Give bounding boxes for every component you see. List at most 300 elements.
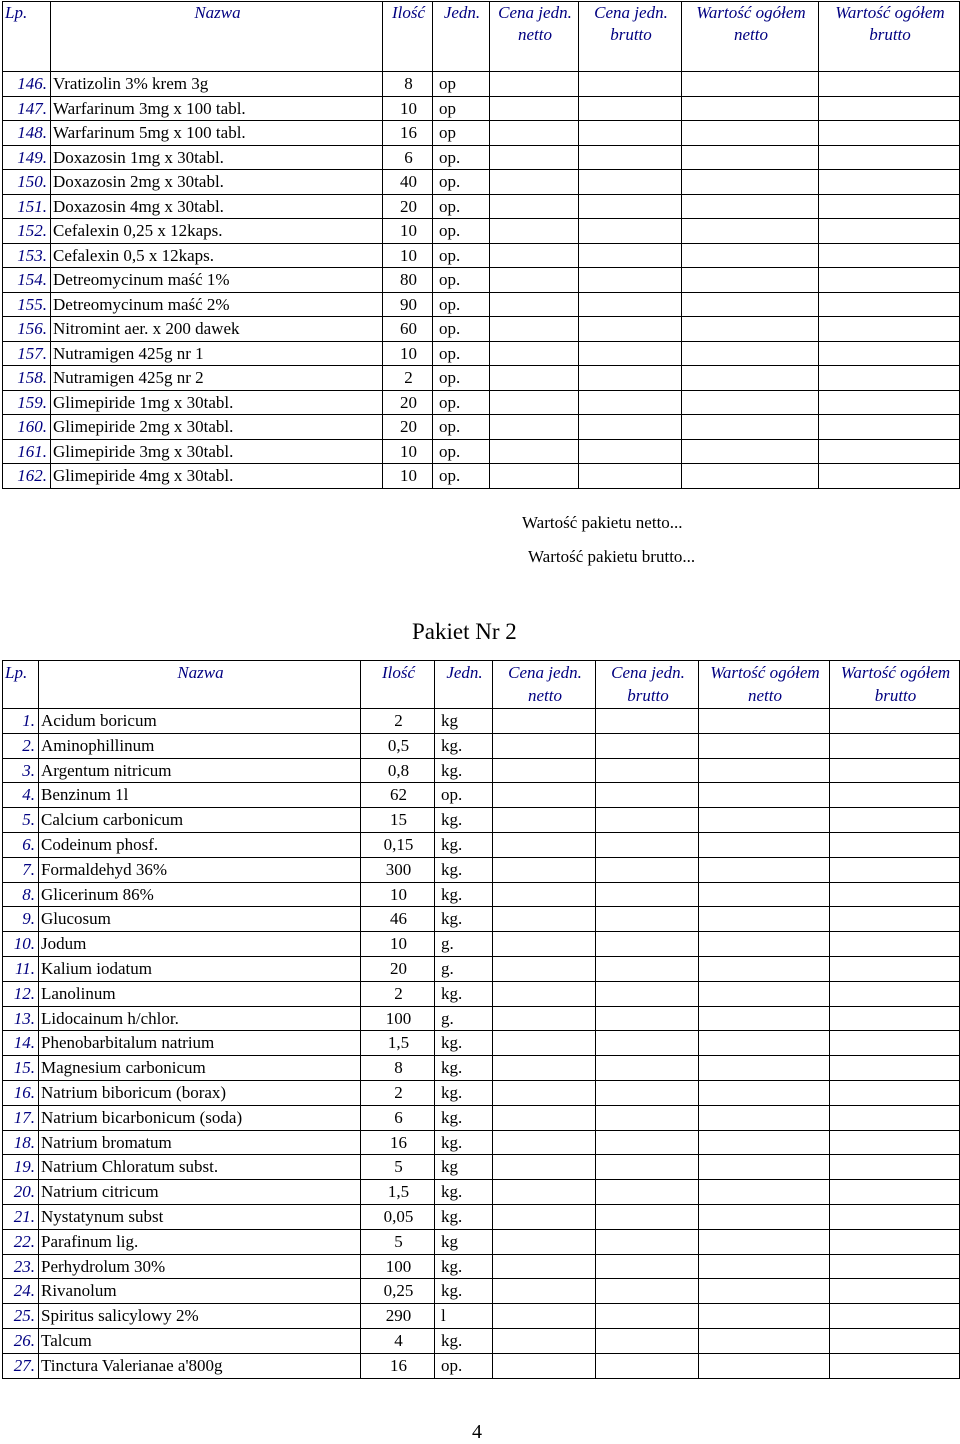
row-lp: 159. [3,390,51,415]
row-price-gross [579,317,682,342]
row-name: Perhydrolum 30% [39,1254,361,1279]
table-row [3,1031,960,1056]
row-total-gross [830,783,960,808]
row-price-net [493,907,596,932]
table-row [3,932,960,957]
row-unit: op. [433,366,490,391]
row-lp: 26. [3,1328,39,1353]
row-name: Jodum [39,932,361,957]
table-row [3,1130,960,1155]
row-name: Parafinum lig. [39,1229,361,1254]
row-name: Natrium bromatum [39,1130,361,1155]
row-name: Spiritus salicylowy 2% [39,1304,361,1329]
row-lp: 9. [3,907,39,932]
table-row [3,121,960,146]
row-total-gross [830,1056,960,1081]
row-name: Glicerinum 86% [39,882,361,907]
row-price-gross [596,1080,699,1105]
row-qty: 0,15 [361,832,435,857]
row-lp: 10. [3,932,39,957]
row-price-net [493,783,596,808]
row-total-net [682,145,819,170]
row-total-gross [830,1328,960,1353]
row-price-gross [596,808,699,833]
row-qty: 10 [383,464,433,489]
row-price-gross [579,464,682,489]
row-price-gross [579,390,682,415]
row-price-net [493,981,596,1006]
row-total-gross [830,1155,960,1180]
row-total-net [682,243,819,268]
row-unit: kg. [435,832,493,857]
row-name: Nystatynum subst [39,1204,361,1229]
row-total-gross [819,219,960,244]
package-title: Pakiet Nr 2 [412,619,517,644]
row-lp: 7. [3,857,39,882]
row-lp: 154. [3,268,51,293]
row-total-net [699,956,830,981]
header-total-gross: Wartość ogółem brutto [830,661,960,709]
row-total-net [682,292,819,317]
row-price-gross [579,439,682,464]
row-qty: 40 [383,170,433,195]
row-lp: 20. [3,1180,39,1205]
row-unit: op. [433,145,490,170]
row-qty: 20 [361,956,435,981]
row-price-gross [579,292,682,317]
row-price-net [493,758,596,783]
row-qty: 10 [383,96,433,121]
row-qty: 6 [361,1105,435,1130]
row-qty: 100 [361,1006,435,1031]
table-row [3,366,960,391]
row-total-gross [830,1353,960,1378]
row-price-gross [596,907,699,932]
row-qty: 10 [383,341,433,366]
row-name: Aminophillinum [39,733,361,758]
row-name: Natrium bicarbonicum (soda) [39,1105,361,1130]
row-total-gross [819,341,960,366]
row-total-net [699,1180,830,1205]
table-row [3,882,960,907]
row-price-gross [596,1180,699,1205]
row-price-gross [596,932,699,957]
row-price-net [493,1304,596,1329]
row-lp: 1. [3,709,39,734]
row-total-net [682,268,819,293]
row-unit: kg. [435,1105,493,1130]
row-price-gross [596,1254,699,1279]
row-total-net [699,981,830,1006]
row-unit: op. [433,292,490,317]
row-price-gross [596,857,699,882]
row-price-net [490,72,579,97]
row-unit: kg. [435,907,493,932]
header-unit: Jedn. [433,2,490,72]
row-total-net [699,1304,830,1329]
header-price-gross: Cena jedn. brutto [596,661,699,709]
row-total-gross [830,1130,960,1155]
row-lp: 16. [3,1080,39,1105]
header-name: Nazwa [39,661,361,709]
row-total-net [682,317,819,342]
row-total-net [699,1254,830,1279]
row-total-gross [819,366,960,391]
table-row [3,341,960,366]
row-unit: kg. [435,1279,493,1304]
table-row [3,292,960,317]
table-row [3,1006,960,1031]
header-price-net: Cena jedn. netto [493,661,596,709]
row-total-net [682,121,819,146]
row-unit: kg. [435,758,493,783]
row-lp: 152. [3,219,51,244]
row-name: Lanolinum [39,981,361,1006]
row-lp: 12. [3,981,39,1006]
row-total-gross [830,956,960,981]
row-price-net [493,882,596,907]
row-price-net [493,857,596,882]
row-price-gross [596,1304,699,1329]
row-total-gross [830,1080,960,1105]
header-qty: Ilość [361,661,435,709]
row-name: Doxazosin 1mg x 30tabl. [51,145,383,170]
package-net-total-label: Wartość pakietu netto... [522,513,683,532]
row-qty: 0,5 [361,733,435,758]
row-name: Glimepiride 3mg x 30tabl. [51,439,383,464]
row-total-net [682,464,819,489]
row-price-net [490,194,579,219]
row-lp: 157. [3,341,51,366]
row-total-gross [830,907,960,932]
row-total-gross [830,981,960,1006]
row-total-gross [830,1105,960,1130]
row-total-net [699,783,830,808]
row-price-gross [579,219,682,244]
row-name: Talcum [39,1328,361,1353]
row-unit: kg. [435,1130,493,1155]
row-total-net [699,1130,830,1155]
row-total-net [699,1080,830,1105]
row-price-gross [596,882,699,907]
row-price-net [490,121,579,146]
table-row [3,415,960,440]
row-price-net [493,1080,596,1105]
row-name: Nutramigen 425g nr 2 [51,366,383,391]
package-table-1 [2,1,960,489]
row-lp: 11. [3,956,39,981]
row-total-net [699,857,830,882]
row-total-gross [830,1006,960,1031]
table-row [3,268,960,293]
row-total-gross [830,709,960,734]
table-row [3,72,960,97]
row-lp: 27. [3,1353,39,1378]
table-row [3,243,960,268]
row-unit: kg. [435,1254,493,1279]
row-price-net [493,1180,596,1205]
row-unit: kg. [435,1328,493,1353]
row-lp: 2. [3,733,39,758]
header-qty: Ilość [383,2,433,72]
row-unit: l [435,1304,493,1329]
row-total-gross [819,464,960,489]
header-lp: Lp. [3,661,39,709]
row-total-net [699,882,830,907]
row-total-gross [819,194,960,219]
header-price-net: Cena jedn. netto [490,2,579,72]
row-price-net [493,1105,596,1130]
row-lp: 150. [3,170,51,195]
row-qty: 20 [383,415,433,440]
row-price-gross [596,1130,699,1155]
row-price-net [490,268,579,293]
row-name: Phenobarbitalum natrium [39,1031,361,1056]
table-row [3,170,960,195]
row-name: Glimepiride 1mg x 30tabl. [51,390,383,415]
row-total-net [682,72,819,97]
table-row [3,832,960,857]
row-total-gross [819,317,960,342]
table-row [3,1279,960,1304]
header-total-net: Wartość ogółem netto [699,661,830,709]
row-unit: kg [435,1229,493,1254]
table-row [3,96,960,121]
row-name: Glimepiride 2mg x 30tabl. [51,415,383,440]
table-row [3,907,960,932]
row-price-net [493,733,596,758]
row-price-gross [579,145,682,170]
row-name: Vratizolin 3% krem 3g [51,72,383,97]
row-total-gross [830,1031,960,1056]
table-row [3,1155,960,1180]
row-qty: 16 [383,121,433,146]
row-total-net [699,832,830,857]
row-total-gross [830,758,960,783]
table-row [3,956,960,981]
row-unit: g. [435,956,493,981]
row-unit: kg. [435,808,493,833]
row-unit: op. [433,170,490,195]
row-unit: kg. [435,1056,493,1081]
row-price-gross [579,72,682,97]
row-name: Magnesium carbonicum [39,1056,361,1081]
row-price-gross [596,758,699,783]
row-name: Cefalexin 0,5 x 12kaps. [51,243,383,268]
row-name: Cefalexin 0,25 x 12kaps. [51,219,383,244]
row-unit: kg. [435,882,493,907]
row-price-gross [579,96,682,121]
row-price-gross [596,956,699,981]
row-total-net [699,1155,830,1180]
row-total-net [682,170,819,195]
row-unit: op. [435,783,493,808]
row-lp: 18. [3,1130,39,1155]
row-price-net [490,219,579,244]
row-total-net [699,1229,830,1254]
row-qty: 16 [361,1353,435,1378]
row-total-net [682,219,819,244]
row-price-net [490,366,579,391]
row-lp: 8. [3,882,39,907]
row-total-gross [819,243,960,268]
row-qty: 290 [361,1304,435,1329]
row-price-gross [596,1031,699,1056]
table-row [3,758,960,783]
row-total-net [699,1056,830,1081]
row-lp: 6. [3,832,39,857]
row-price-net [490,390,579,415]
table-row [3,783,960,808]
row-qty: 0,8 [361,758,435,783]
row-total-gross [830,932,960,957]
row-qty: 10 [383,243,433,268]
row-price-gross [579,366,682,391]
row-name: Formaldehyd 36% [39,857,361,882]
row-qty: 20 [383,194,433,219]
row-total-gross [830,1304,960,1329]
row-price-net [490,464,579,489]
row-price-net [490,341,579,366]
row-price-gross [579,243,682,268]
row-total-net [699,1031,830,1056]
row-qty: 0,25 [361,1279,435,1304]
row-total-net [699,1353,830,1378]
row-unit: op. [433,415,490,440]
row-lp: 22. [3,1229,39,1254]
row-lp: 13. [3,1006,39,1031]
table-row [3,733,960,758]
row-unit: kg. [435,733,493,758]
table-row [3,709,960,734]
row-total-gross [830,1229,960,1254]
row-unit: kg. [435,857,493,882]
row-lp: 151. [3,194,51,219]
row-price-gross [579,415,682,440]
header-total-net: Wartość ogółem netto [682,2,819,72]
row-price-net [490,439,579,464]
row-price-gross [596,1056,699,1081]
table-row [3,390,960,415]
row-total-net [682,194,819,219]
row-name: Warfarinum 5mg x 100 tabl. [51,121,383,146]
row-qty: 0,05 [361,1204,435,1229]
row-total-net [699,1006,830,1031]
table-row [3,219,960,244]
table-body [3,709,960,1379]
row-total-net [699,932,830,957]
table-body [3,72,960,489]
row-total-gross [830,832,960,857]
row-lp: 25. [3,1304,39,1329]
row-price-net [493,1155,596,1180]
row-total-net [699,733,830,758]
row-total-gross [819,292,960,317]
row-price-net [493,1254,596,1279]
row-unit: op [433,121,490,146]
row-name: Doxazosin 4mg x 30tabl. [51,194,383,219]
row-unit: op. [433,194,490,219]
row-qty: 62 [361,783,435,808]
row-total-gross [830,882,960,907]
row-lp: 17. [3,1105,39,1130]
row-name: Rivanolum [39,1279,361,1304]
row-lp: 24. [3,1279,39,1304]
row-price-net [493,1279,596,1304]
row-lp: 146. [3,72,51,97]
row-price-gross [596,783,699,808]
row-unit: op. [433,341,490,366]
row-unit: op. [435,1353,493,1378]
row-unit: op. [433,464,490,489]
row-price-gross [596,1105,699,1130]
row-price-net [493,808,596,833]
row-name: Acidum boricum [39,709,361,734]
header-total-gross: Wartość ogółem brutto [819,2,960,72]
row-price-net [493,1130,596,1155]
row-qty: 5 [361,1155,435,1180]
table-row [3,857,960,882]
table-row [3,1204,960,1229]
row-lp: 14. [3,1031,39,1056]
row-lp: 158. [3,366,51,391]
row-total-net [682,341,819,366]
row-name: Tinctura Valerianae a'800g [39,1353,361,1378]
row-unit: g. [435,932,493,957]
row-price-net [490,317,579,342]
row-name: Lidocainum h/chlor. [39,1006,361,1031]
table-row [3,1353,960,1378]
row-lp: 148. [3,121,51,146]
row-price-net [493,956,596,981]
row-total-gross [819,170,960,195]
row-price-gross [579,268,682,293]
row-total-gross [819,145,960,170]
table-row [3,1328,960,1353]
row-price-gross [579,341,682,366]
row-total-gross [830,808,960,833]
row-unit: kg. [435,981,493,1006]
table-row [3,145,960,170]
row-total-gross [819,390,960,415]
row-name: Glimepiride 4mg x 30tabl. [51,464,383,489]
row-lp: 147. [3,96,51,121]
row-name: Codeinum phosf. [39,832,361,857]
row-price-net [490,292,579,317]
row-total-gross [830,1180,960,1205]
row-lp: 153. [3,243,51,268]
row-lp: 4. [3,783,39,808]
row-unit: op. [433,243,490,268]
row-total-net [699,709,830,734]
row-lp: 21. [3,1204,39,1229]
row-price-gross [596,1328,699,1353]
row-lp: 160. [3,415,51,440]
table-header-row [3,2,960,72]
row-lp: 162. [3,464,51,489]
row-lp: 156. [3,317,51,342]
header-unit: Jedn. [435,661,493,709]
row-price-gross [596,709,699,734]
row-qty: 2 [383,366,433,391]
row-name: Nitromint aer. x 200 dawek [51,317,383,342]
row-qty: 20 [383,390,433,415]
row-total-net [699,758,830,783]
row-lp: 149. [3,145,51,170]
row-price-net [490,415,579,440]
row-qty: 10 [383,219,433,244]
row-price-gross [596,1204,699,1229]
